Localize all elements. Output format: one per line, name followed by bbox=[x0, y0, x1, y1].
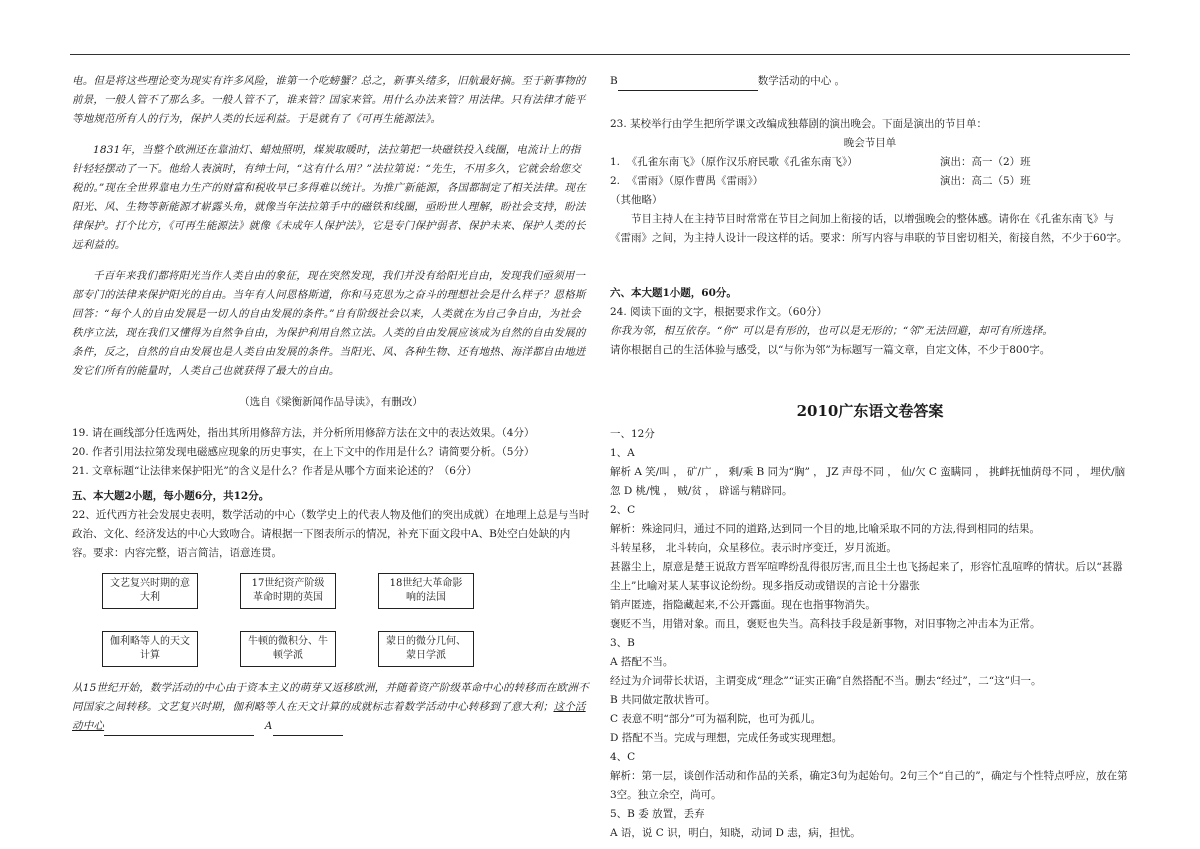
answer-line: 甚嚣尘上，原意是楚王说敌方晋军喧哗纷乱得很厉害,而且尘土也飞扬起来了，形容忙乱喧哗的情状。后以“甚嚣尘上”比喻对某人某事议论纷纷。现多指反动或错误的言论十分嚣张 bbox=[610, 561, 1123, 592]
diagram-box: 文艺复兴时期的意大利 bbox=[102, 573, 198, 609]
program-item bbox=[610, 153, 1130, 172]
b-line-suffix: 数学活动的中心 。 bbox=[757, 75, 846, 87]
left-column bbox=[72, 72, 590, 736]
answer-line: 2、C bbox=[610, 504, 636, 516]
answer-line: D 搭配不当。完成与理想，完成任务或实现理想。 bbox=[610, 732, 843, 744]
program-performer: 演出：高一（2）班 bbox=[940, 156, 1031, 168]
answer-line: 销声匿迹，指隐藏起来,不公开露面。现在也指事物消失。 bbox=[610, 599, 876, 611]
program-name: 《孔雀东南飞》（原作汉乐府民歌《孔雀东南飞》） bbox=[626, 156, 858, 168]
passage-paragraph: 电。但是将这些理论变为现实有许多风险，谁第一个吃螃蟹？总之，新事头绪多，旧航最好摘。至于新事物的前景，一般人管不了那么多。一般人管不了，谁来管？国家来管。用什么办法来管？用法律。只有法律才能平等地规范所有人的行为，保护人类的长远利益。于是就有了《可再生能源法》。 bbox=[72, 75, 586, 125]
b-line-label: B bbox=[610, 75, 618, 87]
right-column bbox=[610, 72, 1130, 843]
passage-paragraph: 千百年来我们都将阳光当作人类自由的象征，现在突然发现，我们并没有给阳光自由，发现我们亟须用一部专门的法律来保护阳光的自由。当年有人问恩格斯道，你和马克思为之奋斗的理想社会是什么样子？恩格斯回答：“每个人的自由发展是一切人的自由发展的条件。”自有阶级社会以来，人类就在为自己争自由，为社会秩序立法，现在我们又懂得为自然争自由，为保护利用自然立法。人类的自由发展应该成为自然的自由发展的条件，反之，自然的自由发展也是人类自由发展的条件。当阳光、风、各种生物、还有地热、海洋都自由地迸发它们所有的能量时，人类自己也就获得了最大的自由。 bbox=[72, 270, 586, 377]
question-22-text bbox=[72, 679, 590, 736]
blank-a-label: A bbox=[264, 720, 273, 732]
header-rule bbox=[70, 54, 1130, 55]
answer-line: C 表意不明“部分”可为福利院，也可为孤儿。 bbox=[610, 713, 822, 725]
answer-line: 解析：殊途同归，通过不同的道路,达到同一个目的地,比喻采取不同的方法,得到相同的结果。 bbox=[610, 523, 1041, 535]
program-name: 《雷雨》（原作曹禺《雷雨》） bbox=[626, 175, 764, 187]
q22-underlined: 这个活动中心 bbox=[72, 701, 586, 732]
diagram-box: 伽利略等人的天文计算 bbox=[102, 631, 198, 667]
answer-line: 一、12分 bbox=[610, 428, 655, 440]
diagram-box: 牛顿的微积分、牛顿学派 bbox=[240, 631, 336, 667]
question-21: 21. 文章标题“让法律来保护阳光”的含义是什么？作者是从哪个方面来论述的？（6分） bbox=[72, 465, 477, 477]
question-24-quote: 你我为邻，相互依存。“你” 可以是有形的，也可以是无形的；“邻”无法回避，却可有所选择。 bbox=[610, 325, 1054, 337]
question-24: 24. 阅读下面的文字，根据要求作文。（60分） bbox=[610, 306, 828, 318]
answer-blank bbox=[273, 723, 343, 736]
section-6-heading: 六、本大题1小题，60分。 bbox=[610, 287, 737, 299]
math-center-diagram bbox=[102, 573, 590, 667]
answer-line: 经过为介词带长状语，主谓变成“理念”“证实正确”自然搭配不当。删去“经过”，二“这”归一。 bbox=[610, 675, 1042, 687]
diagram-box: 18世纪大革命影响的法国 bbox=[378, 573, 474, 609]
answer-line: 4、C bbox=[610, 751, 636, 763]
program-num: 1. bbox=[610, 156, 621, 168]
question-22: 22、近代西方社会发展史表明，数学活动的中心（数学史上的代表人物及他们的突出成就）在地理上总是与当时政治、文化、经济发达的中心大致吻合。请根据一下图表所示的情况，补充下面文段中A、B处空白处缺的内容。要求：内容完整，语言简洁，语意连贯。 bbox=[72, 509, 590, 559]
diagram-box: 蒙日的微分几何、蒙日学派 bbox=[378, 631, 474, 667]
question-23: 23. 某校举行由学生把所学课文改编成独幕剧的演出晚会。下面是演出的节目单： bbox=[610, 118, 988, 130]
question-20: 20. 作者引用法拉第发现电磁感应现象的历史事实，在上下文中的作用是什么？请简要分析。（5分） bbox=[72, 446, 535, 458]
answer-title: 2010广东语文卷答案 bbox=[796, 402, 944, 420]
program-num: 2. bbox=[610, 175, 621, 187]
b-line bbox=[610, 72, 1130, 91]
answer-line: 解析 A 笑/叫 ， 矿/广 ， 剩/乘 B 同为“胸” ， JZ 声母不同 ， 仙/欠 C 蛮瞒同 ， 挑衅抚恤荫母不同 ， 埋伏/脑忽 D 桃/愧 ， 贼/贫 ， 辟谣与精辟同。 bbox=[610, 466, 1126, 497]
answer-line: 1、A bbox=[610, 447, 635, 459]
answer-line: B 共同做定散状皆可。 bbox=[610, 694, 716, 706]
passage-source: （选自《梁衡新闻作品导读》，有删改） bbox=[239, 396, 423, 408]
answer-line: 3、B bbox=[610, 637, 635, 649]
answer-line: 斗转星移， 北斗转向，众星移位。表示时序变迁，岁月流逝。 bbox=[610, 542, 897, 554]
answer-line: 5、B 委 放置，丢弃 bbox=[610, 808, 705, 820]
program-other: （其他略） bbox=[610, 194, 663, 206]
program-item bbox=[610, 172, 1130, 191]
answer-line: 褒贬不当，用错对象。而且，褒贬也失当。高科技手段是新事物，对旧事物之冲击本为正常。 bbox=[610, 618, 1041, 630]
question-23-text: 节目主持人在主持节目时常常在节目之间加上衔接的话，以增强晚会的整体感。请你在《孔雀东南飞》与《雷雨》之间，为主持人设计一段这样的话。要求：所写内容与串联的节目密切相关，衔接自然，不少于60字。 bbox=[610, 213, 1128, 244]
answer-line: A 语，说 C 识，明白，知晓，动词 D 恚，病，担忧。 bbox=[610, 827, 861, 839]
answer-blank bbox=[104, 723, 254, 736]
section-5-heading: 五、本大题2小题，每小题6分，共12分。 bbox=[72, 490, 270, 502]
program-title: 晚会节目单 bbox=[843, 137, 897, 149]
answer-list bbox=[610, 425, 1130, 843]
answer-blank bbox=[618, 78, 758, 91]
answer-line: A 搭配不当。 bbox=[610, 656, 674, 668]
question-19: 19. 请在画线部分任选两处，指出其所用修辞方法，并分析所用修辞方法在文中的表达效果。（4分） bbox=[72, 427, 535, 439]
diagram-box: 17世纪资产阶级革命时期的英国 bbox=[240, 573, 336, 609]
passage-paragraph: 1831年，当整个欧洲还在靠油灯、蜡烛照明，煤炭取暖时，法拉第把一块磁铁投入线圈，电流计上的指针轻轻摆动了一下。他给人表演时，有绅士问，“这有什么用？”法拉第说：“先生，不用多久，它就会给您交税的。”现在全世界靠电力生产的财富和税收早已多得难以统计。为推广新能源，各国都制定了相关法律。现在阳光、风、生物等新能源才崭露头角，就像当年法拉第手中的磁铁和线圈，亟盼世人理解，盼社会支持，盼法律保护。打个比方，《可再生能源法》就像《未成年人保护法》，它是专门保护弱者、保护未来、保护人类的长远利益的。 bbox=[72, 144, 586, 251]
answer-line: 解析：第一层，谈创作活动和作品的关系，确定3句为起始句。2句三个“自己的”，确定与个性特点呼应，放在第3空。独立余空，尚可。 bbox=[610, 770, 1128, 801]
q22-body: 从15世纪开始，数学活动的中心由于资本主义的萌芽又返移欧洲，并随着资产阶级革命中心的转移而在欧洲不同国家之间转移。文艺复兴时期，伽利略等人在天文计算的成就标志着数学活动中心转移到了意大利； bbox=[72, 682, 589, 713]
question-24-requirement: 请你根据自己的生活体验与感受，以“与你为邻”为标题写一篇文章，自定文体，不少于800字。 bbox=[610, 344, 1051, 356]
program-performer: 演出：高二（5）班 bbox=[940, 175, 1031, 187]
